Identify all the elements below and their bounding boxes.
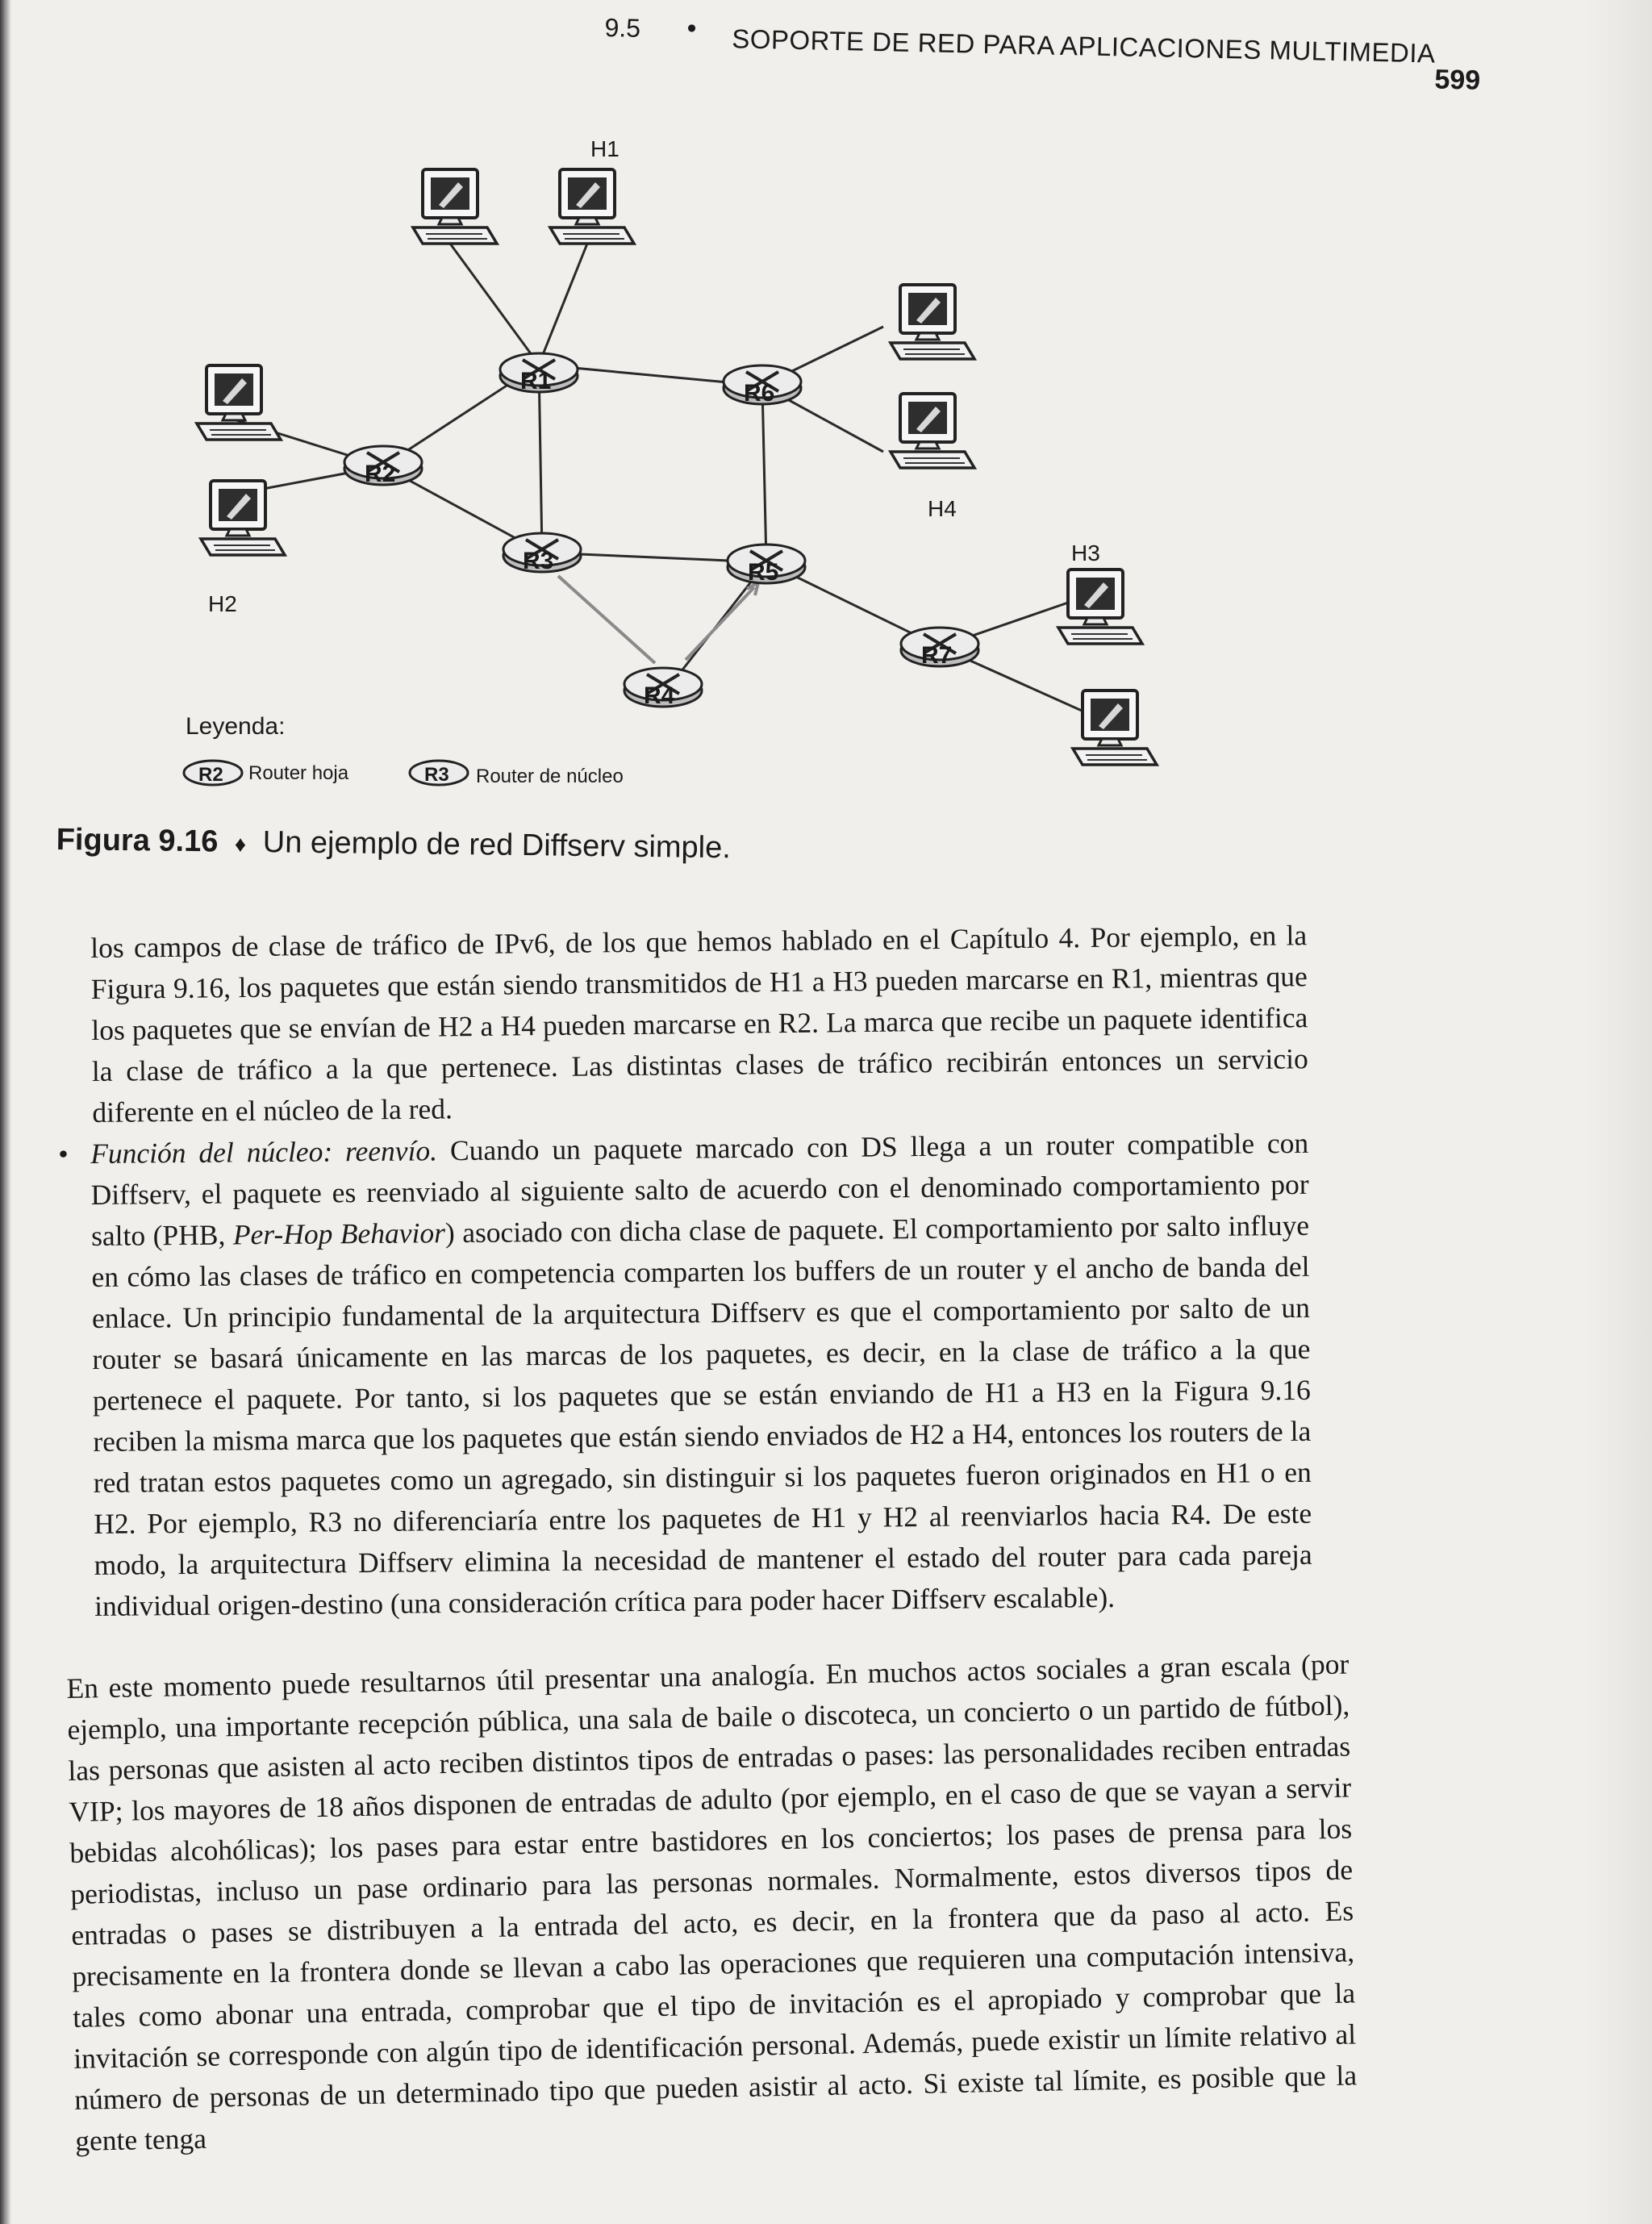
header-bullet: • [686, 13, 697, 44]
computer-icon [891, 285, 974, 359]
legend-title: Leyenda: [186, 713, 286, 740]
router-r7 [901, 628, 978, 669]
legend-icon-label: R2 [198, 764, 223, 786]
paragraph-text: En este momento puede resultarnos útil presentar una analogía. En muchos actos sociales a gran escala (por ejemplo, una importante recepción pública, una sala de baile o discoteca, un concierto o un partido de fútbol), las personas que asisten al acto reciben distintos tipos de entradas o pases: las personalidades reciben entradas VIP; los mayores de 18 años disponen de entradas de adulto (por ejemplo, en el caso de que se vayan a servir bebidas alcohólicas); los pases para estar entre bastidores en los conciertos; los pases de prensa para los periodistas, incluso un pase ordinario para las personas normales. Normalmente, estos diversos tipos de entradas o pases se distribuyen a la entrada del acto, es decir, en la frontera que da paso al acto. Es precisamente en la frontera donde se llevan a cabo las operaciones que requieren una computación intensiva, tales como abonar una entrada, comprobar que el tipo de invitación es el apropiado y comprobar que la invitación se corresponde con algún tipo de identificación personal. Además, puede existir un límite relativo al número de personas de un determinado tipo que pueden asistir al acto. Si existe tal límite, es posible que la gente tenga [66, 1647, 1358, 2157]
legend-core-text: Router de núcleo [476, 766, 624, 787]
diffserv-network-figure [0, 0, 1652, 815]
paragraph-text: los campos de clase de tráfico de IPv6, de los que hemos hablado en el Capítulo 4. Por ejemplo, en la Figura 9.16, los paquetes que están siendo transmitidos de H1 a H3 pueden marcarse en R1, mientras que los paquetes que se envían de H2 a H4 pueden marcarse en R2. La marca que recibe un paquete identifica la clase de tráfico a la que pertenece. Las distintas clases de tráfico recibirán entonces un servicio diferente en el núcleo de la red. [90, 919, 1308, 1129]
host-label-h2: H2 [208, 591, 237, 616]
router-label: R7 [921, 642, 953, 669]
computer-icon [1073, 691, 1157, 765]
router-label: R6 [744, 380, 775, 407]
computer-icon [1058, 570, 1142, 644]
legend-leaf-text: Router hoja [248, 762, 349, 784]
page-number: 599 [1434, 64, 1481, 96]
computer-icon [201, 481, 285, 555]
router-label: R1 [520, 368, 552, 394]
router-r2 [344, 446, 422, 487]
host-label-h1: H1 [590, 136, 620, 161]
router-r4 [624, 668, 702, 709]
router-r6 [724, 365, 801, 407]
paragraph-3 [66, 1643, 1358, 2161]
paragraph-segment: Cuando un paquete marcado con DS llega a un router compatible con Diffserv, el paquete es reenviado al siguiente salto de acuerdo con el denominado comportamiento por salto (PHB, [90, 1126, 1309, 1252]
list-bullet: • [58, 1137, 69, 1170]
chapter-section-title: SOPORTE DE RED PARA APLICACIONES MULTIMEDIA [731, 23, 1436, 69]
router-r1 [500, 353, 578, 394]
computer-icon [550, 169, 634, 244]
paragraph-text [90, 1123, 1312, 1627]
router-label: R3 [523, 548, 554, 574]
legend-leaf-router [184, 761, 349, 786]
computer-icon [891, 394, 974, 468]
computer-icon [413, 169, 497, 244]
packet-path [558, 576, 758, 663]
router-r3 [503, 533, 581, 574]
host-label-h4: H4 [928, 496, 957, 521]
router-r5 [728, 545, 805, 586]
computer-icon [197, 365, 281, 440]
bullet-paragraph [58, 1123, 1312, 1627]
legend-icon-label: R3 [424, 764, 449, 786]
router-label: R2 [365, 461, 396, 487]
router-label: R4 [644, 682, 675, 709]
section-number: 9.5 [604, 12, 641, 43]
caption-label: Figura 9.16 [56, 823, 219, 859]
paragraph-1 [90, 915, 1309, 1133]
italic-lead: Función del núcleo: reenvío. [90, 1134, 438, 1170]
figure-caption [56, 823, 1266, 872]
legend-core-router [410, 761, 624, 787]
caption-bullet: ♦ [234, 831, 247, 857]
host-label-h3: H3 [1071, 540, 1100, 565]
italic-term: Per-Hop Behavior [232, 1216, 446, 1251]
router-label: R5 [748, 559, 779, 586]
caption-text: Un ejemplo de red Diffserv simple. [262, 825, 732, 866]
paragraph-segment: ) asociado con dicha clase de paquete. El comportamiento por salto influye en cómo las clases de tráfico en competencia comparten los buffers de un router y el ancho de banda del enlace. Un principio fundamental de la arquitectura Diffserv es que el comportamiento por salto de un router se basará únicamente en las marcas de los paquetes, es decir, en la clase de tráfico a la que pertenece el paquete. Por tanto, si los paquetes que se están enviando de H1 a H3 en la Figura 9.16 reciben la misma marca que los paquetes que están siendo enviados de H2 a H4, entonces los routers de la red tratan estos paquetes como un agregado, sin distinguir si los paquetes fueron originados en H1 o en H2. Por ejemplo, R3 no diferenciaría entre los paquetes de H1 y H2 al reenviarlos hacia R4. De este modo, la arquitectura Diffserv elimina la necesidad de mantener el estado del router para cada pareja individual origen-destino (una consideración crítica para poder hacer Diffserv escalable). [91, 1208, 1312, 1622]
figure-legend [184, 713, 624, 787]
